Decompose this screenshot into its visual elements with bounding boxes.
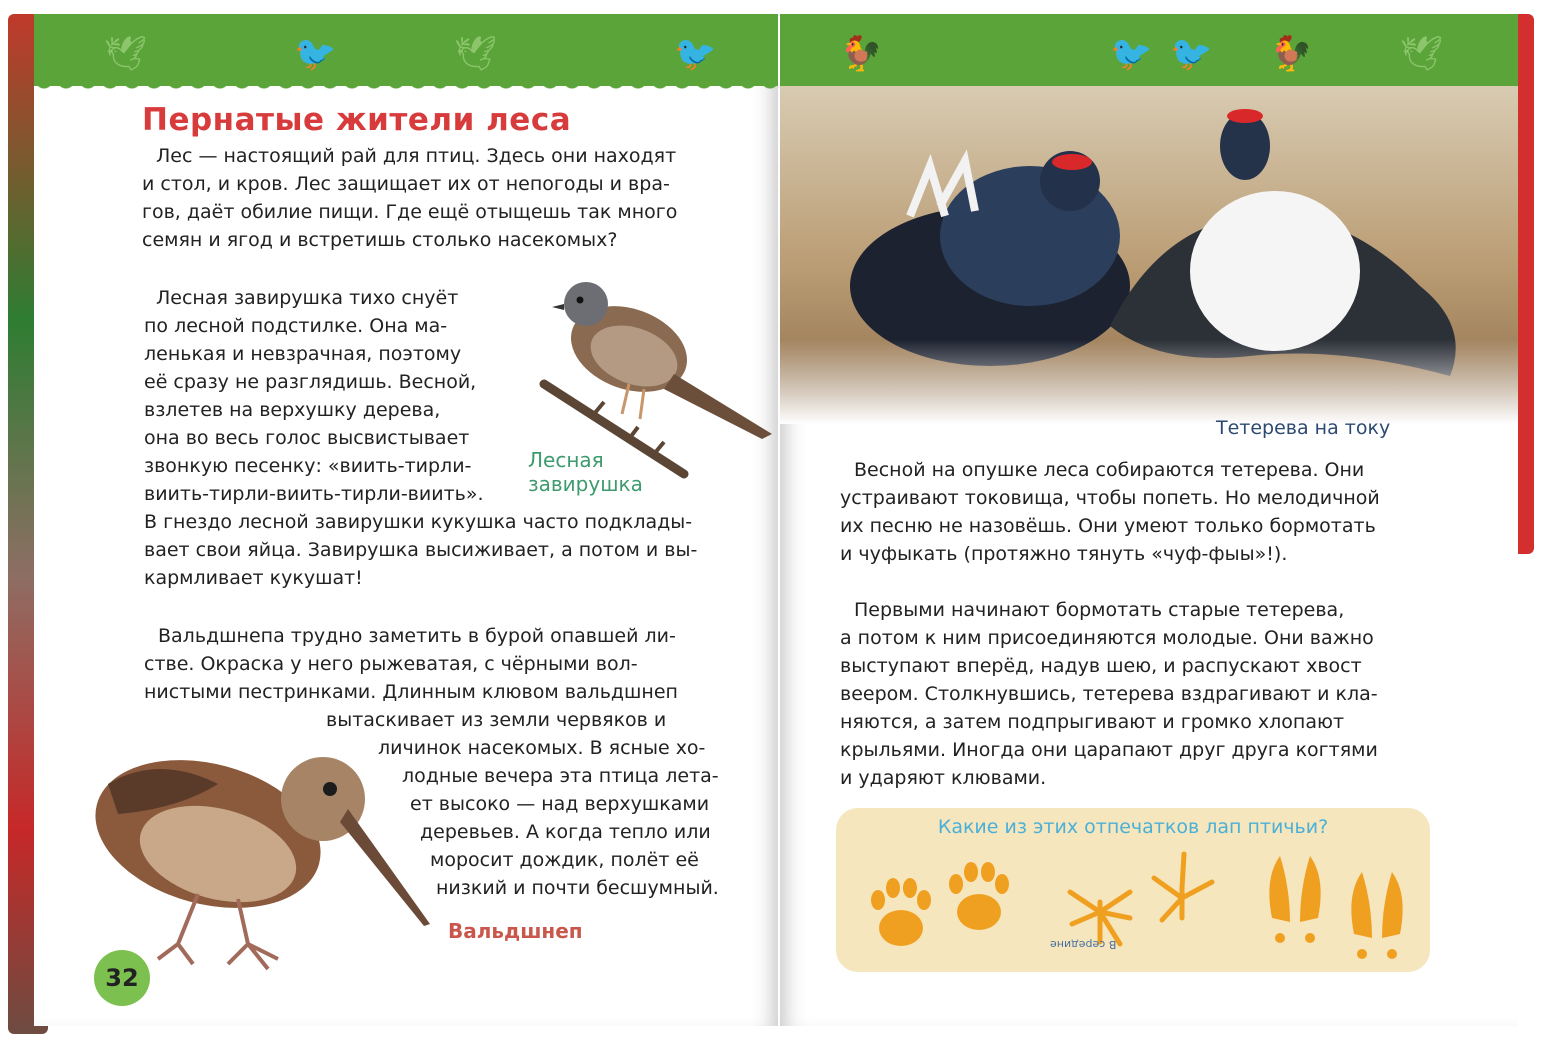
header-band (780, 14, 1518, 86)
woodcock-line: вытаскивает из земли червяков и (326, 709, 667, 731)
bird-silhouette-icon: 🐓 (1270, 34, 1313, 74)
left-page (34, 14, 778, 1026)
dunnock-line: ленькая и невзрачная, поэтому (144, 343, 462, 365)
dunnock-line: Лесная завирушка тихо снуёт (156, 287, 459, 309)
quiz-answer-upside-down: В середине (1050, 938, 1117, 951)
para2-line: выступают вперёд, надув шею, и распускают хвост (840, 655, 1362, 677)
hoof-print-icon (1342, 864, 1412, 964)
woodcock-line: стве. Окраска у него рыжеватая, с чёрными вол- (144, 653, 638, 675)
intro-line: Лес — настоящий рай для птиц. Здесь они находят (156, 145, 677, 167)
page-number: 32 (94, 950, 150, 1006)
para2-line: Первыми начинают бормотать старые тетерева, (854, 599, 1345, 621)
woodcock-line: личинок насекомых. В ясные хо- (378, 737, 706, 759)
intro-line: гов, даёт обилие пищи. Где ещё отыщешь так много (142, 201, 678, 223)
quiz-question: Какие из этих отпечатков лап птичьи? (937, 816, 1329, 838)
woodcock-line: нистыми пестринками. Длинным клювом вальдшнеп (144, 681, 678, 703)
dunnock-caption-line: завирушка (528, 472, 643, 496)
dunnock-line: В гнездо лесной завирушки кукушка часто подклады- (144, 511, 693, 533)
dunnock-line: звонкую песенку: «виить-тирли- (144, 455, 472, 477)
bird-silhouette-icon: 🕊 (1400, 34, 1444, 74)
woodcock-caption: Вальдшнеп (448, 919, 583, 943)
paw-print-icon (866, 868, 936, 958)
bird-silhouette-icon: 🕊 (454, 34, 498, 74)
dunnock-line: взлетев на верхушку дерева, (144, 399, 441, 421)
para1-line: их песню не назовёшь. Они умеют только бормотать (840, 515, 1376, 537)
woodcock-line: моросит дождик, полёт её (430, 849, 699, 871)
right-page (780, 14, 1518, 1026)
bird-silhouette-icon: 🕊 (104, 34, 148, 74)
para2-line: крыльями. Иногда они царапают друг друга когтями (840, 739, 1378, 761)
bird-silhouette-icon: 🐦 (1170, 34, 1213, 74)
bird-silhouette-icon: 🐦 (294, 34, 337, 74)
photo-caption: Тетерева на току (1216, 417, 1391, 439)
para2-line: веером. Столкнувшись, тетерева вздрагивают и кла- (840, 683, 1378, 705)
woodcock-line: Вальдшнепа трудно заметить в бурой опавшей ли- (158, 625, 676, 647)
bird-footprint-icon (1142, 848, 1222, 928)
woodcock-line: деревьев. А когда тепло или (420, 821, 711, 843)
header-band (34, 14, 778, 86)
dunnock-caption-line: Лесная (528, 448, 604, 472)
bird-silhouette-icon: 🐓 (840, 34, 883, 74)
para2-line: и ударяют клювами. (840, 767, 1047, 789)
hoof-print-icon (1260, 848, 1330, 948)
dunnock-line: её сразу не разглядишь. Весной, (144, 371, 477, 393)
dunnock-line: по лесной подстилке. Она ма- (144, 315, 448, 337)
page-title: Пернатые жители леса (142, 102, 572, 138)
para2-line: а потом к ним присоединяются молодые. Они важно (840, 627, 1374, 649)
bird-silhouette-icon: 🐦 (1110, 34, 1153, 74)
intro-line: и стол, и кров. Лес защищает их от непогоды и вра- (142, 173, 670, 195)
woodcock-line: лодные вечера эта птица лета- (402, 765, 719, 787)
dunnock-line: кармливает кукушат! (144, 567, 363, 589)
dunnock-line: виить-тирли-виить-тирли-виить». (144, 483, 484, 505)
woodcock-line: ет высоко — над верхушками (410, 793, 710, 815)
intro-line: семян и ягод и встретишь столько насекомых? (142, 229, 618, 251)
para2-line: няются, а затем подпрыгивают и громко хлопают (840, 711, 1345, 733)
black-grouse-photo (780, 86, 1518, 424)
footprints-quiz (836, 808, 1430, 972)
para1-line: и чуфыкать (протяжно тянуть «чуф-фыы»!). (840, 543, 1288, 565)
dunnock-line: она во весь голос высвистывает (144, 427, 470, 449)
para1-line: устраивают токовища, чтобы попеть. Но мелодичной (840, 487, 1380, 509)
para1-line: Весной на опушке леса собираются тетерева. Они (854, 459, 1365, 481)
woodcock-line: низкий и почти бесшумный. (436, 877, 719, 899)
paw-print-icon (944, 852, 1014, 942)
bird-silhouette-icon: 🐦 (674, 34, 717, 74)
dunnock-line: вает свои яйца. Завирушка высиживает, а потом и вы- (144, 539, 698, 561)
